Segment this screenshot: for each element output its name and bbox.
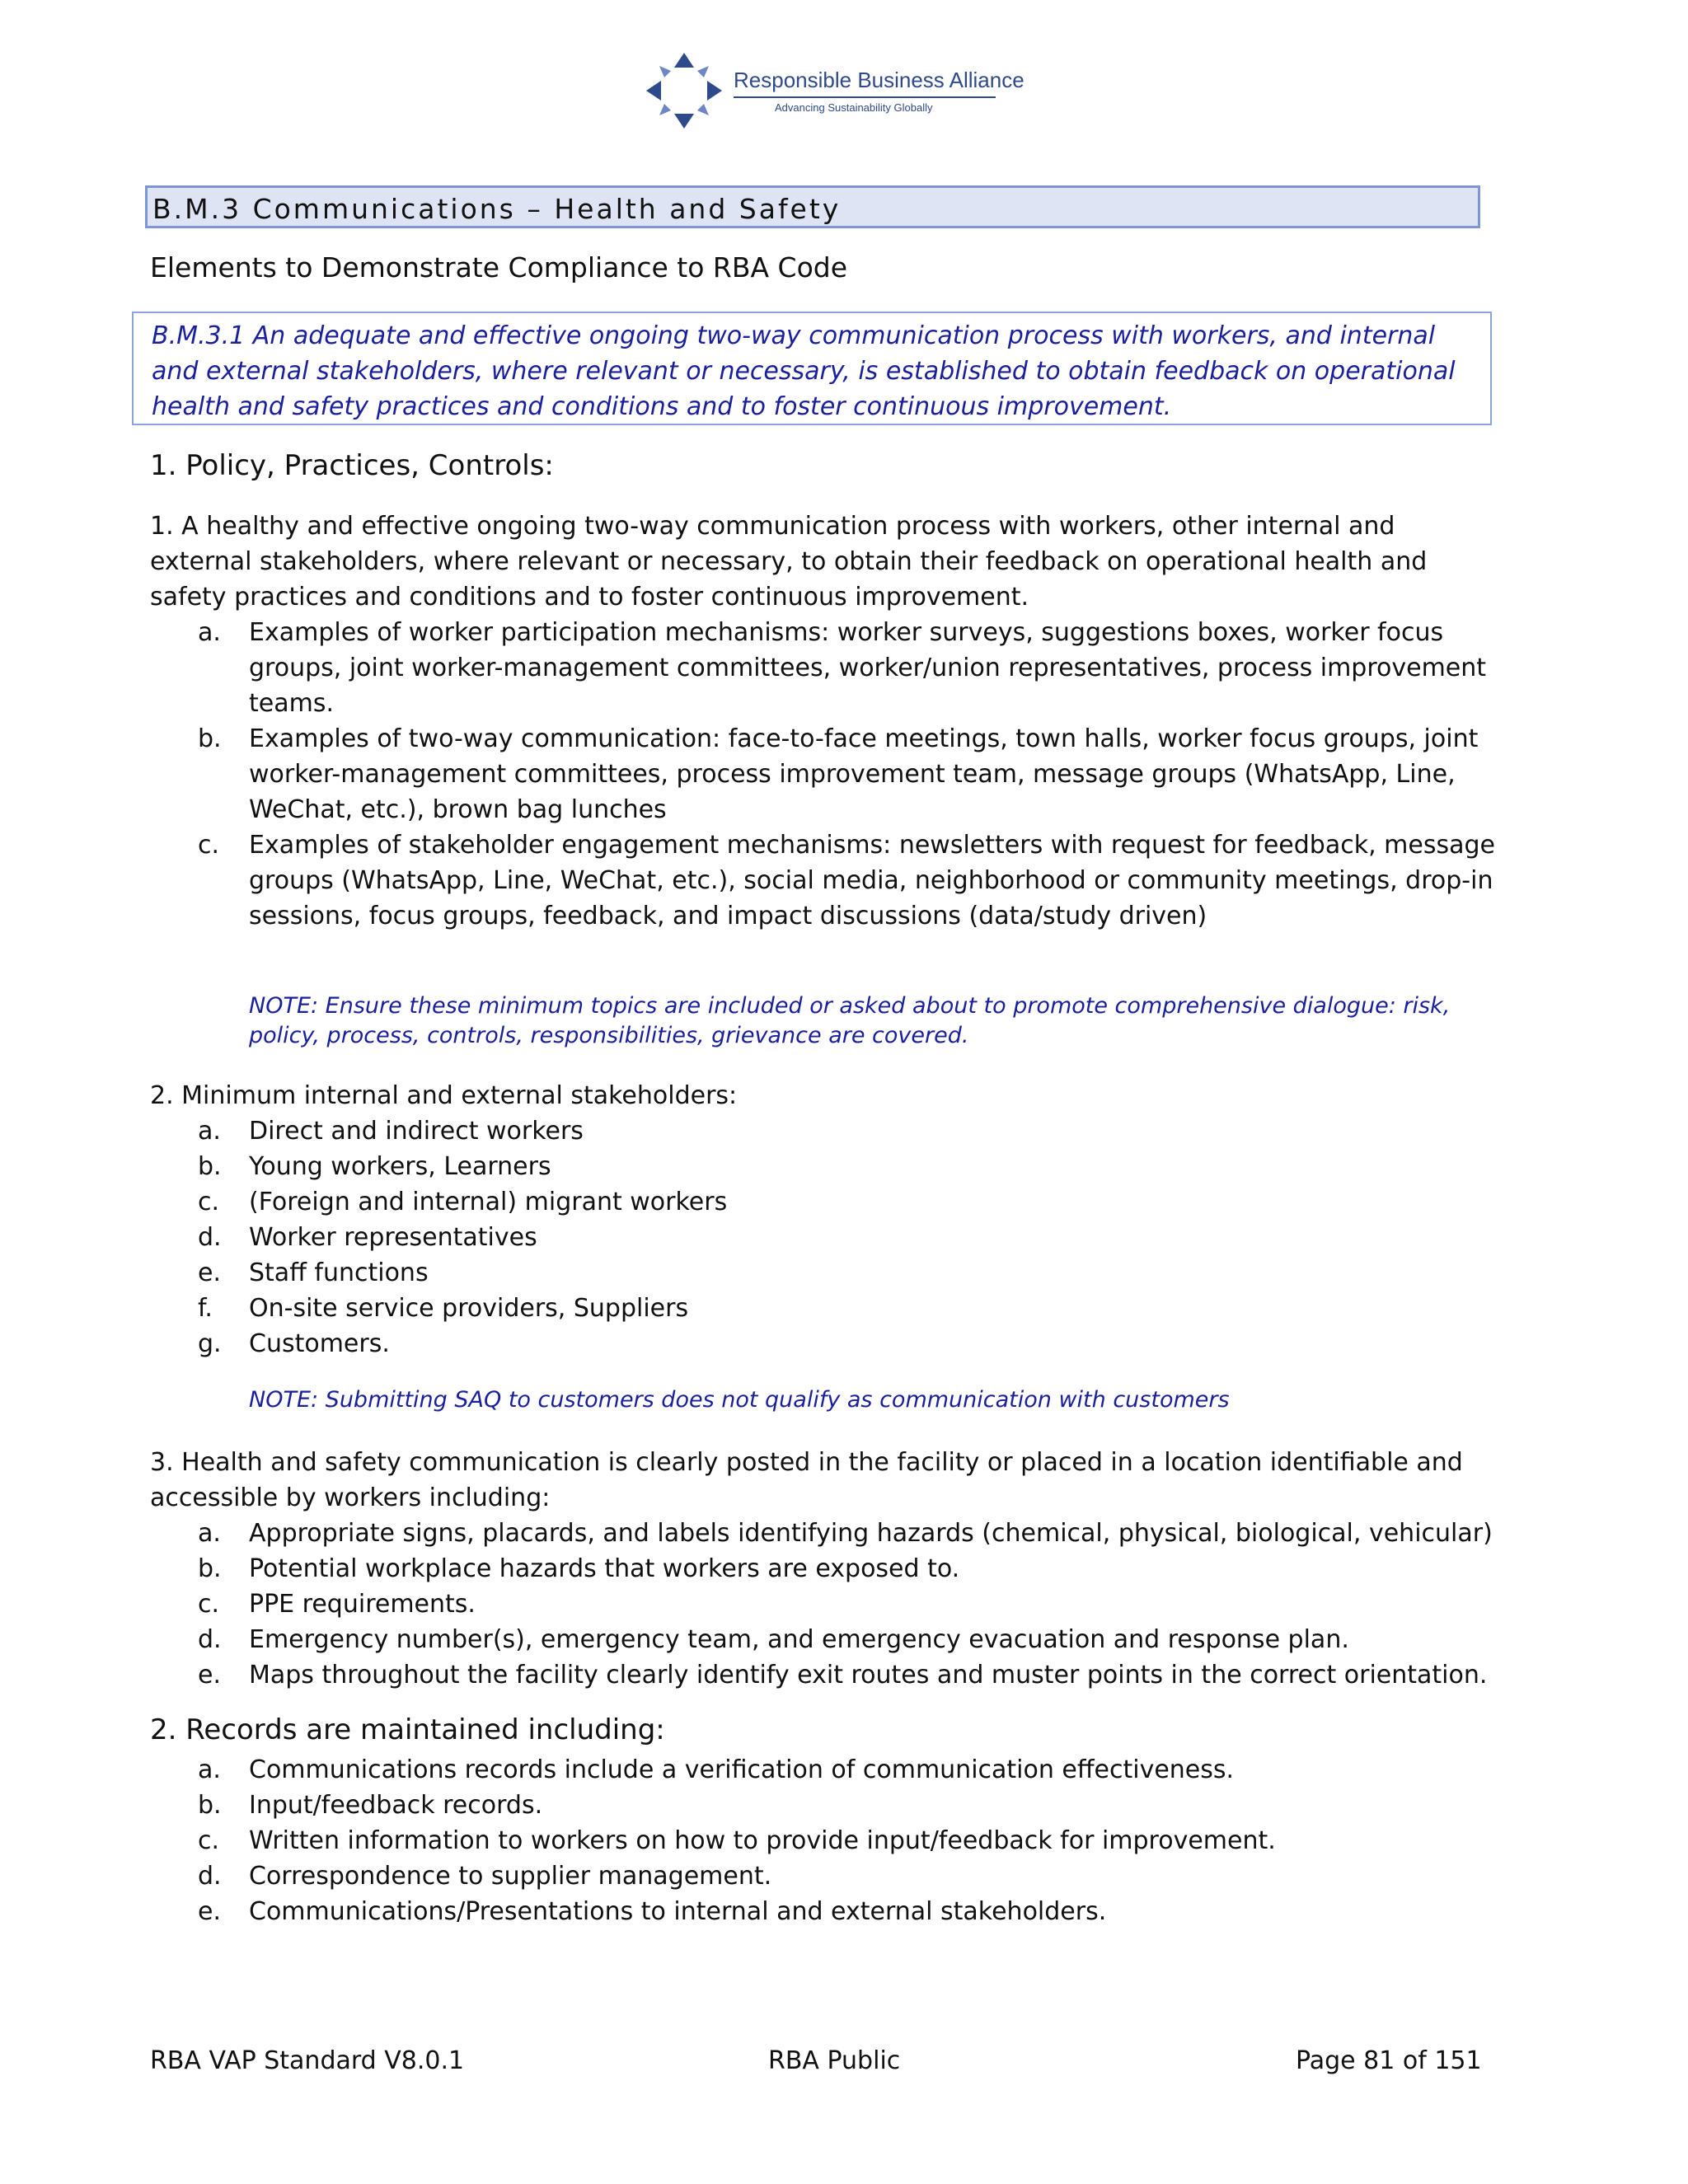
list-letter: c. [198, 1590, 220, 1619]
note-text: NOTE: Submitting SAQ to customers does not qualify as communication with customers [249, 1387, 1230, 1413]
footer-classification: RBA Public [768, 2046, 901, 2075]
list-item: Appropriate signs, placards, and labels identifying hazards (chemical, physical, biological, vehicular) [249, 1519, 1493, 1548]
item-2-text: 2. Minimum internal and external stakeholders: [150, 1081, 738, 1110]
records-heading: 2. Records are maintained including: [150, 1713, 665, 1746]
list-letter: e. [198, 1897, 221, 1926]
list-letter: b. [198, 1791, 222, 1820]
list-letter: c. [198, 831, 220, 860]
list-item: Communications/Presentations to internal and external stakeholders. [249, 1897, 1107, 1926]
footer-page-number: Page 81 of 151 [1296, 2046, 1482, 2075]
list-item: Written information to workers on how to provide input/feedback for improvement. [249, 1826, 1276, 1855]
item-3-text: 3. Health and safety communication is clearly posted in the facility or placed in a location identifiable and accessible by workers including: [150, 1448, 1463, 1512]
list-letter: f. [198, 1294, 213, 1323]
list-letter: b. [198, 724, 222, 753]
list-letter: d. [198, 1223, 222, 1252]
note-text: NOTE: Ensure these minimum topics are included or asked about to promote comprehensive dialogue: risk, policy, process, controls, responsibilities, grievance are covered. [249, 993, 1451, 1048]
item-1-text: 1. A healthy and effective ongoing two-way communication process with workers, other internal and external stakeholders, where relevant or necessary, to obtain their feedback on operational health and safety practices and conditions and to foster continuous improvement. [150, 512, 1428, 612]
list-letter: c. [198, 1826, 220, 1855]
list-item: Examples of worker participation mechanisms: worker surveys, suggestions boxes, worker focus groups, joint worker-management committees, worker/union representatives, process improvement teams. [249, 618, 1487, 718]
list-letter: a. [198, 1117, 221, 1146]
logo-name: Responsible Business Alliance [734, 68, 1025, 92]
compass-logo-icon [643, 49, 725, 132]
list-letter: c. [198, 1188, 220, 1216]
list-letter: e. [198, 1258, 221, 1287]
list-item: Examples of two-way communication: face-to-face meetings, town halls, worker focus groups, joint worker-management committees, process improvement team, message groups (WhatsApp, Line, WeChat, etc.), brown bag lunches [249, 724, 1479, 824]
logo-rule [734, 96, 996, 98]
list-letter: a. [198, 1755, 221, 1784]
list-item: PPE requirements. [249, 1590, 476, 1619]
list-item: Input/feedback records. [249, 1791, 543, 1820]
list-item: Examples of stakeholder engagement mechanisms: newsletters with request for feedback, message groups (WhatsApp, Line, WeChat, etc.), social media, neighborhood or community meetings, drop-in sessions, focus groups, feedback, and impact discussions (data/study driven) [249, 831, 1495, 930]
section-header [145, 185, 1480, 228]
list-letter: a. [198, 1519, 221, 1548]
list-item: Customers. [249, 1329, 390, 1358]
footer-standard: RBA VAP Standard V8.0.1 [150, 2046, 465, 2075]
requirement-text: B.M.3.1 An adequate and effective ongoing two-way communication process with workers, and internal and external stakeholders, where relevant or necessary, is established to obtain feedback on operational health and safety practices and conditions and to foster continuous improvement. [152, 321, 1456, 421]
list-letter: e. [198, 1661, 221, 1690]
list-letter: a. [198, 618, 221, 647]
requirement-box [132, 312, 1492, 425]
rba-logo [643, 49, 1025, 132]
list-letter: d. [198, 1625, 222, 1654]
list-item: On-site service providers, Suppliers [249, 1294, 689, 1323]
logo-tagline: Advancing Sustainability Globally [775, 101, 933, 114]
list-item: (Foreign and internal) migrant workers [249, 1188, 728, 1216]
list-item: Maps throughout the facility clearly identify exit routes and muster points in the correct orientation. [249, 1661, 1488, 1690]
list-item: Emergency number(s), emergency team, and emergency evacuation and response plan. [249, 1625, 1349, 1654]
list-letter: b. [198, 1152, 222, 1181]
list-item: Staff functions [249, 1258, 429, 1287]
list-item: Communications records include a verification of communication effectiveness. [249, 1755, 1235, 1784]
list-item: Correspondence to supplier management. [249, 1862, 772, 1891]
section-title: B.M.3 Communications – Health and Safety [152, 193, 842, 225]
list-letter: g. [198, 1329, 222, 1358]
policy-heading: 1. Policy, Practices, Controls: [150, 449, 554, 482]
page-subtitle: Elements to Demonstrate Compliance to RBA Code [150, 251, 848, 284]
list-letter: d. [198, 1862, 222, 1891]
list-item: Young workers, Learners [249, 1152, 551, 1181]
list-letter: b. [198, 1554, 222, 1583]
list-item: Direct and indirect workers [249, 1117, 584, 1146]
list-item: Potential workplace hazards that workers are exposed to. [249, 1554, 960, 1583]
list-item: Worker representatives [249, 1223, 537, 1252]
